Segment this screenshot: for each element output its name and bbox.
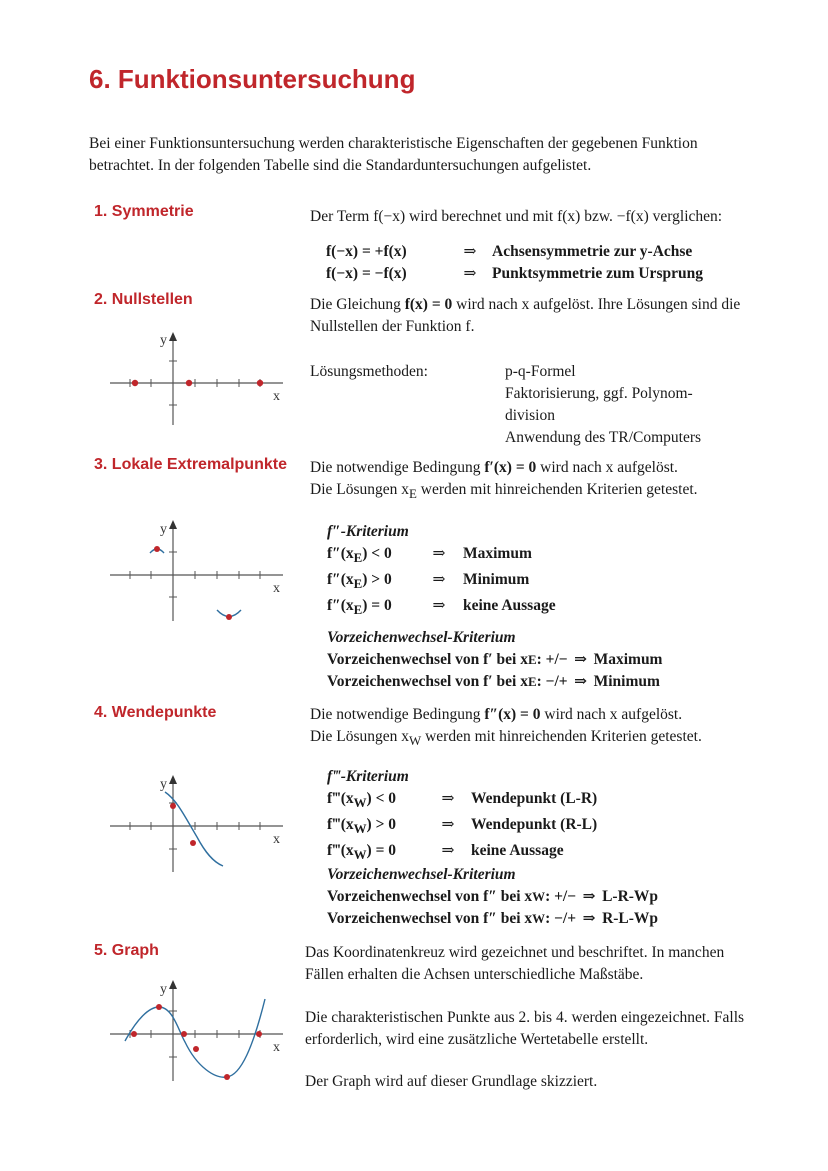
method-item: p-q-Formel — [505, 363, 576, 380]
graph-text-2: Die charakteristischen Punkte aus 2. bis 4. werden eingezeichnet. Falls erforderlich, wird eine zusätzliche Wertetabelle erstellt. — [305, 1009, 745, 1048]
nullstellen-graph — [105, 330, 295, 430]
extremalpunkte-graph — [105, 517, 295, 632]
implies-arrow: ⇒ — [432, 597, 446, 615]
criterion-row: $f''(x_E) > 0$ ⇒ Minimum — [327, 571, 530, 592]
implies-arrow: ⇒ — [441, 842, 455, 860]
method-item: Anwendung des TR/Computers — [505, 429, 702, 446]
criterion-row: Vorzeichenwechsel von f″ bei x W : −/+ ⇒ R-L-Wp — [327, 908, 658, 930]
implies-arrow: ⇒ — [432, 571, 446, 589]
symmetrie-condition: f(−x) = +f(x) — [326, 243, 407, 260]
svg-text:y: y — [160, 333, 167, 348]
implies-arrow: ⇒ — [574, 651, 588, 668]
criterion-row: $f‴(x_W) < 0$ ⇒ Wendepunkt (L-R) — [327, 790, 598, 811]
f2-criterion — [327, 521, 556, 621]
criterion-row: $f''(x_E) < 0$ ⇒ Maximum — [327, 545, 532, 566]
criterion-title: Vorzeichenwechsel-Kriterium — [327, 866, 516, 883]
implies-arrow: ⇒ — [574, 673, 588, 690]
symmetrie-row — [326, 241, 703, 263]
section-heading-wendepunkte: 4. Wendepunkte — [94, 704, 217, 721]
symmetrie-result: Achsensymmetrie zur y-Achse — [492, 243, 693, 260]
criterion-title: f‴-Kriterium — [327, 768, 409, 785]
symmetrie-condition: f(−x) = −f(x) — [326, 265, 407, 282]
implies-arrow: ⇒ — [463, 265, 477, 282]
method-item: Faktorisierung, ggf. Polynom- — [505, 385, 693, 402]
svg-text:x: x — [273, 389, 280, 404]
symmetrie-result: Punktsymmetrie zum Ursprung — [492, 265, 703, 282]
section-heading-extremalpunkte: 3. Lokale Extremalpunkte — [94, 456, 287, 473]
symmetrie-text: Der Term f(−x) wird berechnet und mit f(x) bzw. −f(x) verglichen: — [310, 208, 723, 225]
symmetrie-rows — [326, 241, 703, 285]
implies-arrow: ⇒ — [441, 816, 455, 834]
f3-criterion — [327, 766, 597, 866]
graph-text-1: Das Koordinatenkreuz wird gezeichnet und beschriftet. In manchen Fällen erhalten die Achsen unterschiedliche Maßstäbe. — [305, 944, 725, 983]
methods-list — [505, 361, 701, 449]
graph-text-3: Der Graph wird auf dieser Grundlage skizziert. — [305, 1073, 598, 1090]
svg-text:y: y — [160, 777, 167, 792]
svg-text:x: x — [273, 832, 280, 847]
wendepunkte-graph — [105, 772, 295, 882]
section-heading-symmetrie: 1. Symmetrie — [94, 203, 194, 220]
methods-label: Lösungsmethoden: — [310, 363, 428, 380]
symmetrie-row — [326, 263, 703, 285]
method-item: division — [505, 407, 555, 424]
criterion-row: $f‴(x_W) = 0$ ⇒ keine Aussage — [327, 842, 564, 863]
graph-example — [105, 977, 295, 1087]
criterion-row: Vorzeichenwechsel von f″ bei x W : +/− ⇒ L-R-Wp — [327, 886, 658, 908]
nullstellen-text: Die Gleichung f(x) = 0 wird nach x aufgelöst. Ihre Lösungen sind die Nullstellen der Funktion f. — [310, 296, 741, 335]
section-heading-graph: 5. Graph — [94, 942, 159, 959]
criterion-title: Vorzeichenwechsel-Kriterium — [327, 629, 516, 646]
implies-arrow: ⇒ — [441, 790, 455, 807]
implies-arrow: ⇒ — [432, 545, 446, 562]
criterion-row: $f''(x_E) = 0$ ⇒ keine Aussage — [327, 597, 556, 618]
implies-arrow: ⇒ — [582, 888, 596, 905]
page-title: 6. Funktionsuntersuchung — [89, 64, 416, 94]
implies-arrow: ⇒ — [582, 910, 596, 927]
criterion-row: Vorzeichenwechsel von f′ bei x E : +/− ⇒ Maximum — [327, 649, 662, 671]
extremalpunkte-text: Die notwendige Bedingung f′(x) = 0 wird nach x aufgelöst. Die Lösungen $x_E$ werden mit hinreichenden Kriterien getestet. — [310, 459, 698, 502]
svg-text:x: x — [273, 581, 280, 596]
criterion-row: Vorzeichenwechsel von f′ bei x E : −/+ ⇒ Minimum — [327, 671, 662, 693]
vzw-criterion-extrema — [327, 627, 662, 693]
criterion-row: $f‴(x_W) > 0$ ⇒ Wendepunkt (R-L) — [327, 816, 598, 837]
implies-arrow: ⇒ — [463, 243, 477, 260]
svg-text:y: y — [160, 522, 167, 537]
vzw-criterion-wendepunkte — [327, 864, 658, 930]
intro-text: Bei einer Funktionsuntersuchung werden charakteristische Eigenschaften der gegebenen Funktion betrachtet. In der folgenden Tabelle sind die Standarduntersuchungen aufgelistet. — [89, 135, 698, 174]
section-heading-nullstellen: 2. Nullstellen — [94, 291, 193, 308]
svg-text:x: x — [273, 1040, 280, 1055]
criterion-title: f″-Kriterium — [327, 523, 409, 540]
wendepunkte-text: Die notwendige Bedingung f″(x) = 0 wird nach x aufgelöst. Die Lösungen $x_W$ werden mit hinreichenden Kriterien getestet. — [310, 706, 702, 749]
svg-text:y: y — [160, 982, 167, 997]
